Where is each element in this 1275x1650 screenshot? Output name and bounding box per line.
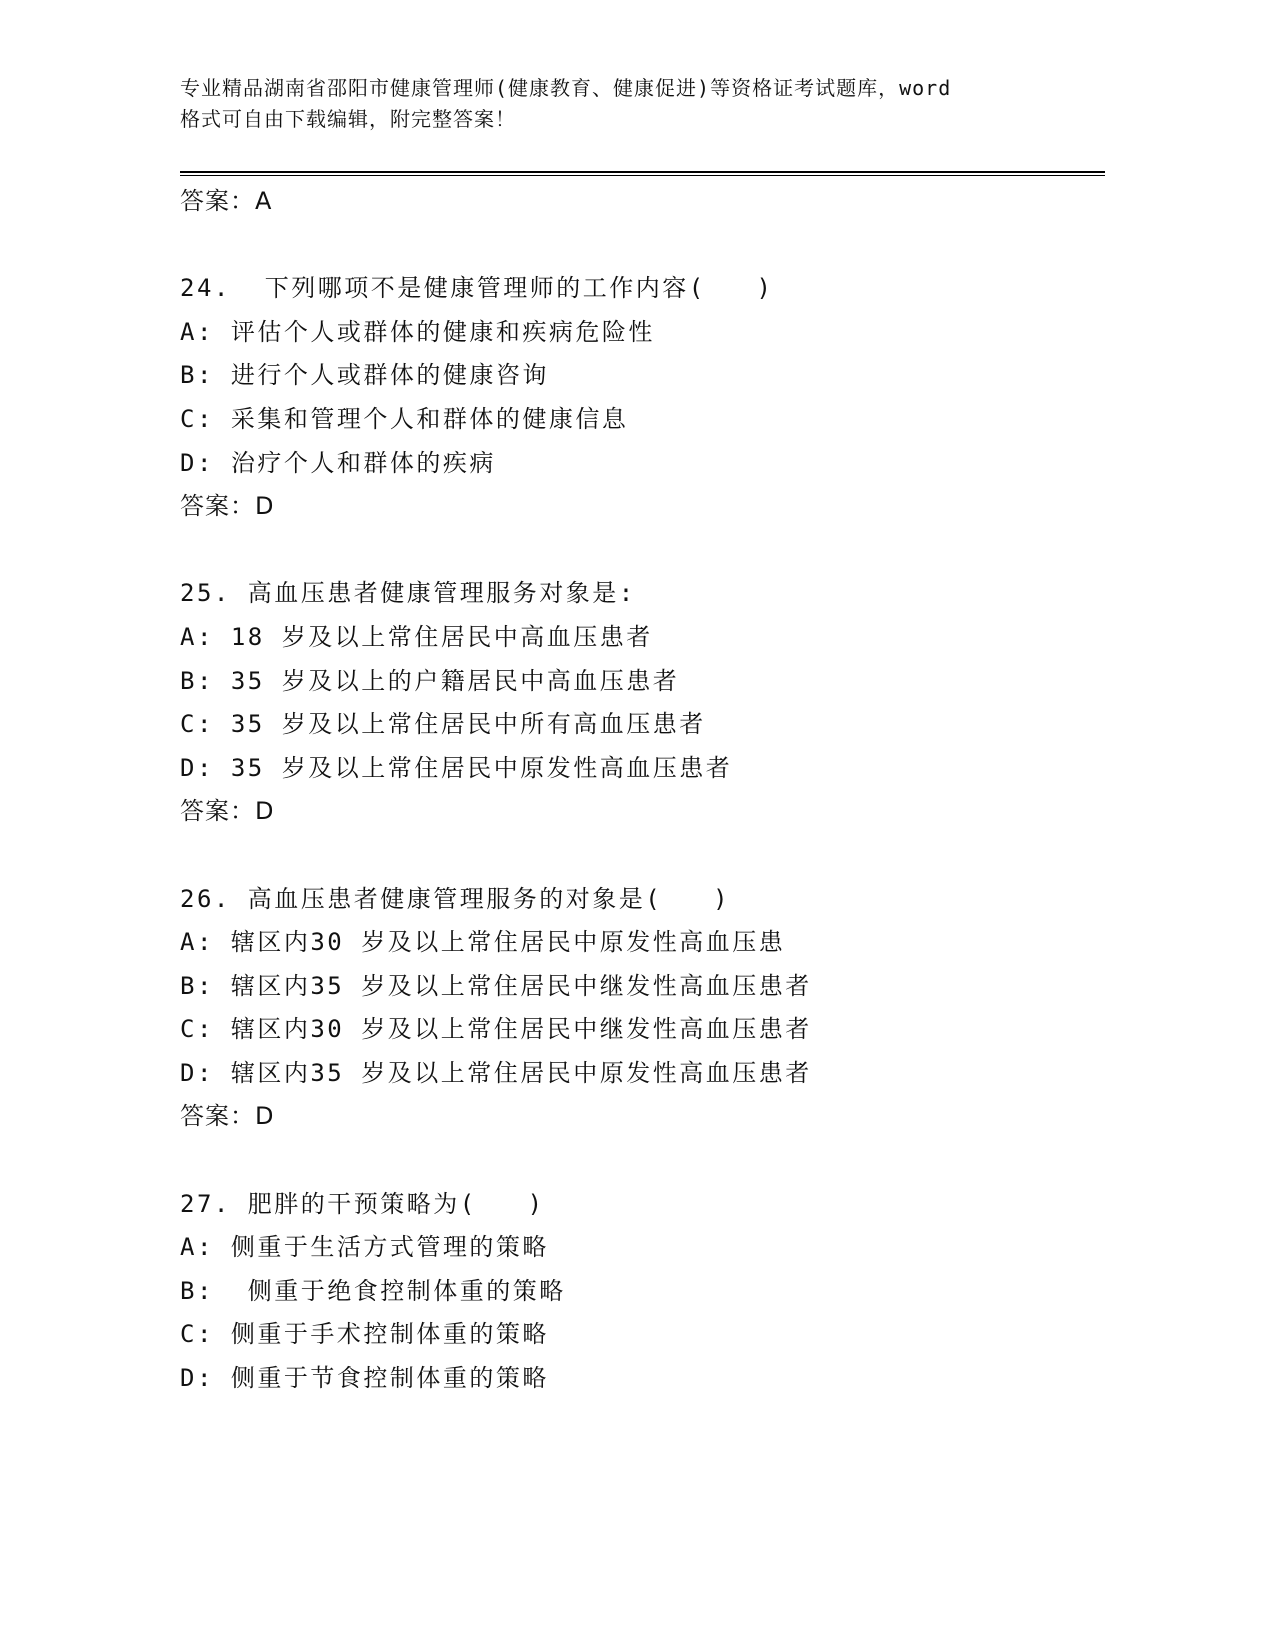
- question-stem: 26. 高血压患者健康管理服务的对象是( ): [180, 884, 731, 913]
- document-header: [180, 73, 1080, 135]
- answer-option: D: 35 岁及以上常住居民中原发性高血压患者: [180, 753, 733, 782]
- answer-option: D: 辖区内35 岁及以上常住居民中原发性高血压患者: [180, 1058, 812, 1087]
- answer-option: A: 18 岁及以上常住居民中高血压患者: [180, 622, 653, 651]
- answer-option: C: 侧重于手术控制体重的策略: [180, 1320, 549, 1349]
- answer-option: B: 辖区内35 岁及以上常住居民中继发性高血压患者: [180, 971, 812, 1000]
- question-stem: 25. 高血压患者健康管理服务对象是:: [180, 579, 636, 608]
- header-line-1: 专业精品湖南省邵阳市健康管理师(健康教育、健康促进)等资格证考试题库，word: [180, 76, 952, 100]
- question-list: [180, 180, 1105, 1401]
- answer-line: 答案：D: [180, 492, 275, 521]
- answer-option: C: 35 岁及以上常住居民中所有高血压患者: [180, 710, 706, 739]
- header-line-2: 格式可自由下载编辑，附完整答案！: [180, 107, 516, 131]
- question-stem: 24. 下列哪项不是健康管理师的工作内容( ): [180, 274, 774, 303]
- answer-option: D: 侧重于节食控制体重的策略: [180, 1364, 549, 1393]
- answer-option: A: 侧重于生活方式管理的策略: [180, 1233, 549, 1262]
- answer-option: B: 35 岁及以上的户籍居民中高血压患者: [180, 666, 680, 695]
- header-divider-bottom: [180, 175, 1105, 176]
- answer-option: C: 采集和管理个人和群体的健康信息: [180, 404, 629, 433]
- answer-option: A: 评估个人或群体的健康和疾病危险性: [180, 317, 655, 346]
- answer-line: 答案：D: [180, 797, 275, 826]
- answer-line: 答案：A: [180, 187, 273, 215]
- answer-option: B: 进行个人或群体的健康咨询: [180, 361, 549, 390]
- header-divider-top: [180, 171, 1105, 173]
- question-stem: 27. 肥胖的干预策略为( ): [180, 1189, 545, 1218]
- answer-line: 答案：D: [180, 1102, 275, 1131]
- answer-option: D: 治疗个人和群体的疾病: [180, 448, 496, 477]
- answer-option: B: 侧重于绝食控制体重的策略: [180, 1276, 566, 1305]
- answer-option: A: 辖区内30 岁及以上常住居民中原发性高血压患: [180, 928, 786, 957]
- answer-option: C: 辖区内30 岁及以上常住居民中继发性高血压患者: [180, 1015, 812, 1044]
